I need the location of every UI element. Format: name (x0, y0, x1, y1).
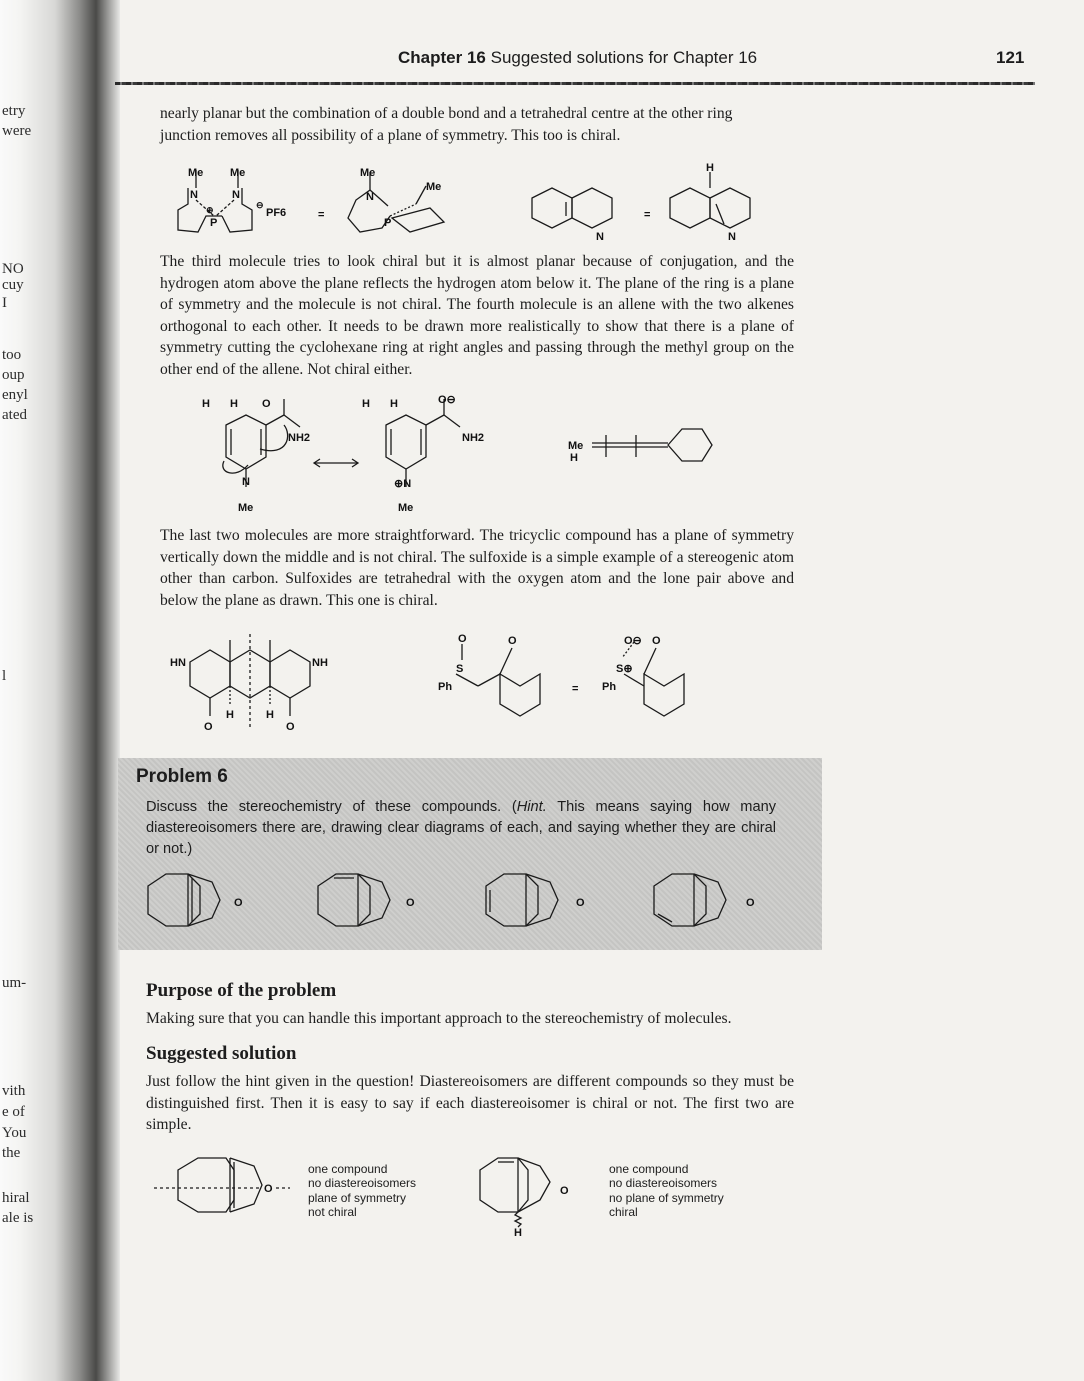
n-label: N (366, 191, 374, 203)
compound-1 (148, 874, 243, 926)
header-rule (115, 82, 1035, 85)
o-label: O (746, 897, 755, 909)
note-line: no diastereoisomers (308, 1176, 417, 1191)
h-label: H (514, 1227, 522, 1239)
n-label: N (596, 231, 604, 243)
note-line: one compound (609, 1162, 689, 1176)
equals-sign: = (572, 683, 579, 695)
h-label: H (230, 398, 238, 410)
right-compound-notes (609, 1162, 724, 1220)
me-label: Me (238, 502, 254, 514)
s-plus-label: S⊕ (616, 663, 633, 675)
gutter-word: NO (2, 261, 24, 277)
me-label: Me (230, 167, 246, 179)
note-line: no plane of symmetry (609, 1190, 724, 1205)
me-label: Me (398, 502, 414, 514)
paragraph-1 (160, 103, 794, 146)
quinolizine-pair (532, 162, 750, 243)
nh2-label: NH2 (288, 432, 311, 444)
allene-structure (568, 429, 712, 464)
note-line: plane of symmetry (308, 1190, 407, 1205)
note-line: no diastereoisomers (609, 1176, 718, 1191)
o-label: O (286, 721, 295, 733)
scheme-2-structures (196, 395, 726, 520)
pyridinium-structure (362, 395, 484, 514)
purpose-text-line: Making sure that you can handle this important approach to the stereochemistry of molecules. (146, 1010, 732, 1027)
h-label: H (362, 398, 370, 410)
dihydropyridine-structure (202, 398, 310, 514)
sulfoxide-realistic (602, 635, 684, 716)
charge-plus: ⊕ (206, 205, 214, 215)
n-label: N (728, 231, 736, 243)
h-label: H (266, 709, 274, 721)
solution-text (146, 1071, 794, 1136)
gutter-word: e of (2, 1104, 25, 1120)
equals-sign: = (644, 209, 651, 221)
resonance-arrow (314, 459, 358, 467)
problem-title: Problem 6 (136, 766, 228, 787)
o-minus-label: O⊖ (438, 395, 456, 406)
paragraph-3-text: The last two molecules are more straightforward. The tricyclic compound has a plane of symmetry vertically down the middle and is not chiral. The sulfoxide is a simple example of a stereogenic atom other than carbon. Sulfoxides are tetrahedral with the oxygen atom and the lone pair above and below the plane as drawn. This one is chiral. (160, 527, 794, 609)
h-label: H (202, 398, 210, 410)
gutter-word: too (2, 347, 22, 363)
gutter-word: You (2, 1125, 27, 1141)
h-label: H (226, 709, 234, 721)
pf6-label: PF6 (266, 207, 287, 219)
phosphine-ylide-structure (348, 167, 444, 232)
n-label: N (242, 476, 250, 488)
p-label: P (210, 217, 218, 229)
me-label: Me (360, 167, 376, 179)
ph-label: Ph (438, 681, 453, 693)
phosphonium-salt-structure (178, 167, 286, 232)
compound-3 (486, 874, 585, 926)
gutter-word: um- (2, 975, 27, 991)
n-plus-label: ⊕N (394, 478, 412, 490)
compound-4 (654, 874, 755, 926)
o-label: O (234, 897, 243, 909)
o-label: O (560, 1185, 569, 1197)
gutter-word: cuy (2, 277, 24, 293)
paragraph-1-line-2: junction removes all possibility of a plane of symmetry. This too is chiral. (160, 126, 621, 144)
p-label: P (384, 217, 392, 229)
n-label: N (190, 189, 198, 201)
solution-text-para: Just follow the hint given in the question! Diastereoisomers are different compounds so they must be distinguished first. Then it is easy to say if each diastereoisomer is chiral or not. The first two are simple. (146, 1073, 794, 1134)
problem-text (146, 797, 776, 860)
me-label: Me (188, 167, 204, 179)
gutter-word: enyl (2, 387, 28, 403)
nh2-label: NH2 (462, 432, 485, 444)
scheme-3-structures (160, 630, 740, 735)
page-number: 121 (996, 48, 1025, 67)
nh-label: NH (312, 657, 328, 669)
o-label: O (406, 897, 415, 909)
o-label: O (264, 1183, 273, 1195)
o-label: O (458, 633, 467, 645)
problem-text-pre: Discuss the stereochemistry of these compounds. ( (146, 799, 517, 815)
paragraph-2-text: The third molecule tries to look chiral but it is almost planar because of conjugation, and the hydrogen atom above the plane reflects the hydrogen atom below it. The plane of the ring is a plane of symmetry and the molecule is not chiral. The fourth molecule is an allene with the two alkenes orthogonal to each other. It needs to be drawn more realistically to show that there is a plane of symmetry cutting the cyclohexane ring at right angles and passing through the methyl group on the other end of the allene. Not chiral either. (160, 253, 794, 378)
gutter-word: ated (2, 407, 27, 423)
gutter-word: oup (2, 367, 25, 383)
gutter-word: vith (2, 1083, 26, 1099)
purpose-heading: Purpose of the problem (146, 980, 337, 1001)
h-label: H (570, 452, 578, 464)
me-label: Me (568, 440, 584, 452)
page-gutter (0, 0, 120, 1381)
ph-label: Ph (602, 681, 617, 693)
gutter-word: hiral (2, 1190, 30, 1206)
note-line: one compound (308, 1162, 388, 1176)
compound-2 (318, 874, 415, 926)
scheme-1-structures (160, 160, 800, 250)
gutter-word: I (2, 295, 7, 311)
left-compound-notes (308, 1162, 416, 1220)
purpose-text (146, 1008, 794, 1030)
gutter-word: ale is (2, 1210, 34, 1226)
gutter-word: were (2, 123, 32, 139)
paragraph-2 (160, 251, 794, 381)
solution-compound-left (154, 1158, 290, 1212)
gutter-word: l (2, 668, 7, 684)
charge-minus: ⊖ (256, 200, 264, 210)
hn-label: HN (170, 657, 186, 669)
o-label: O (576, 897, 585, 909)
hint-label: Hint. (516, 799, 547, 815)
o-label: O (652, 635, 661, 647)
paragraph-3 (160, 525, 794, 611)
h-label: H (706, 162, 714, 174)
me-label: Me (426, 181, 442, 193)
solution-heading: Suggested solution (146, 1043, 297, 1064)
solution-compound-right (480, 1158, 569, 1239)
chapter-title: Suggested solutions for Chapter 16 (490, 48, 758, 67)
note-line: not chiral (308, 1205, 357, 1220)
tricyclic-compound (170, 634, 328, 733)
problem-compounds (140, 862, 780, 942)
o-minus-label: O⊖ (624, 635, 642, 647)
gutter-word: etry (2, 103, 26, 119)
o-label: O (508, 635, 517, 647)
sulfoxide-drawn (438, 633, 540, 716)
n-label: N (232, 189, 240, 201)
gutter-word: the (2, 1145, 21, 1161)
paragraph-1-line-1: nearly planar but the combination of a double bond and a tetrahedral centre at the other ring (160, 105, 733, 122)
o-label: O (204, 721, 213, 733)
chapter-label: Chapter 16 (398, 48, 486, 67)
o-label: O (262, 398, 271, 410)
equals-sign: = (318, 209, 325, 221)
problem-text-post: This means saying how many diastereoisomers there are, drawing clear diagrams of each, and saying whether they are chiral or not.) (146, 799, 776, 857)
note-line: chiral (609, 1205, 638, 1220)
running-header (398, 48, 757, 68)
h-label: H (390, 398, 398, 410)
s-label: S (456, 663, 464, 675)
